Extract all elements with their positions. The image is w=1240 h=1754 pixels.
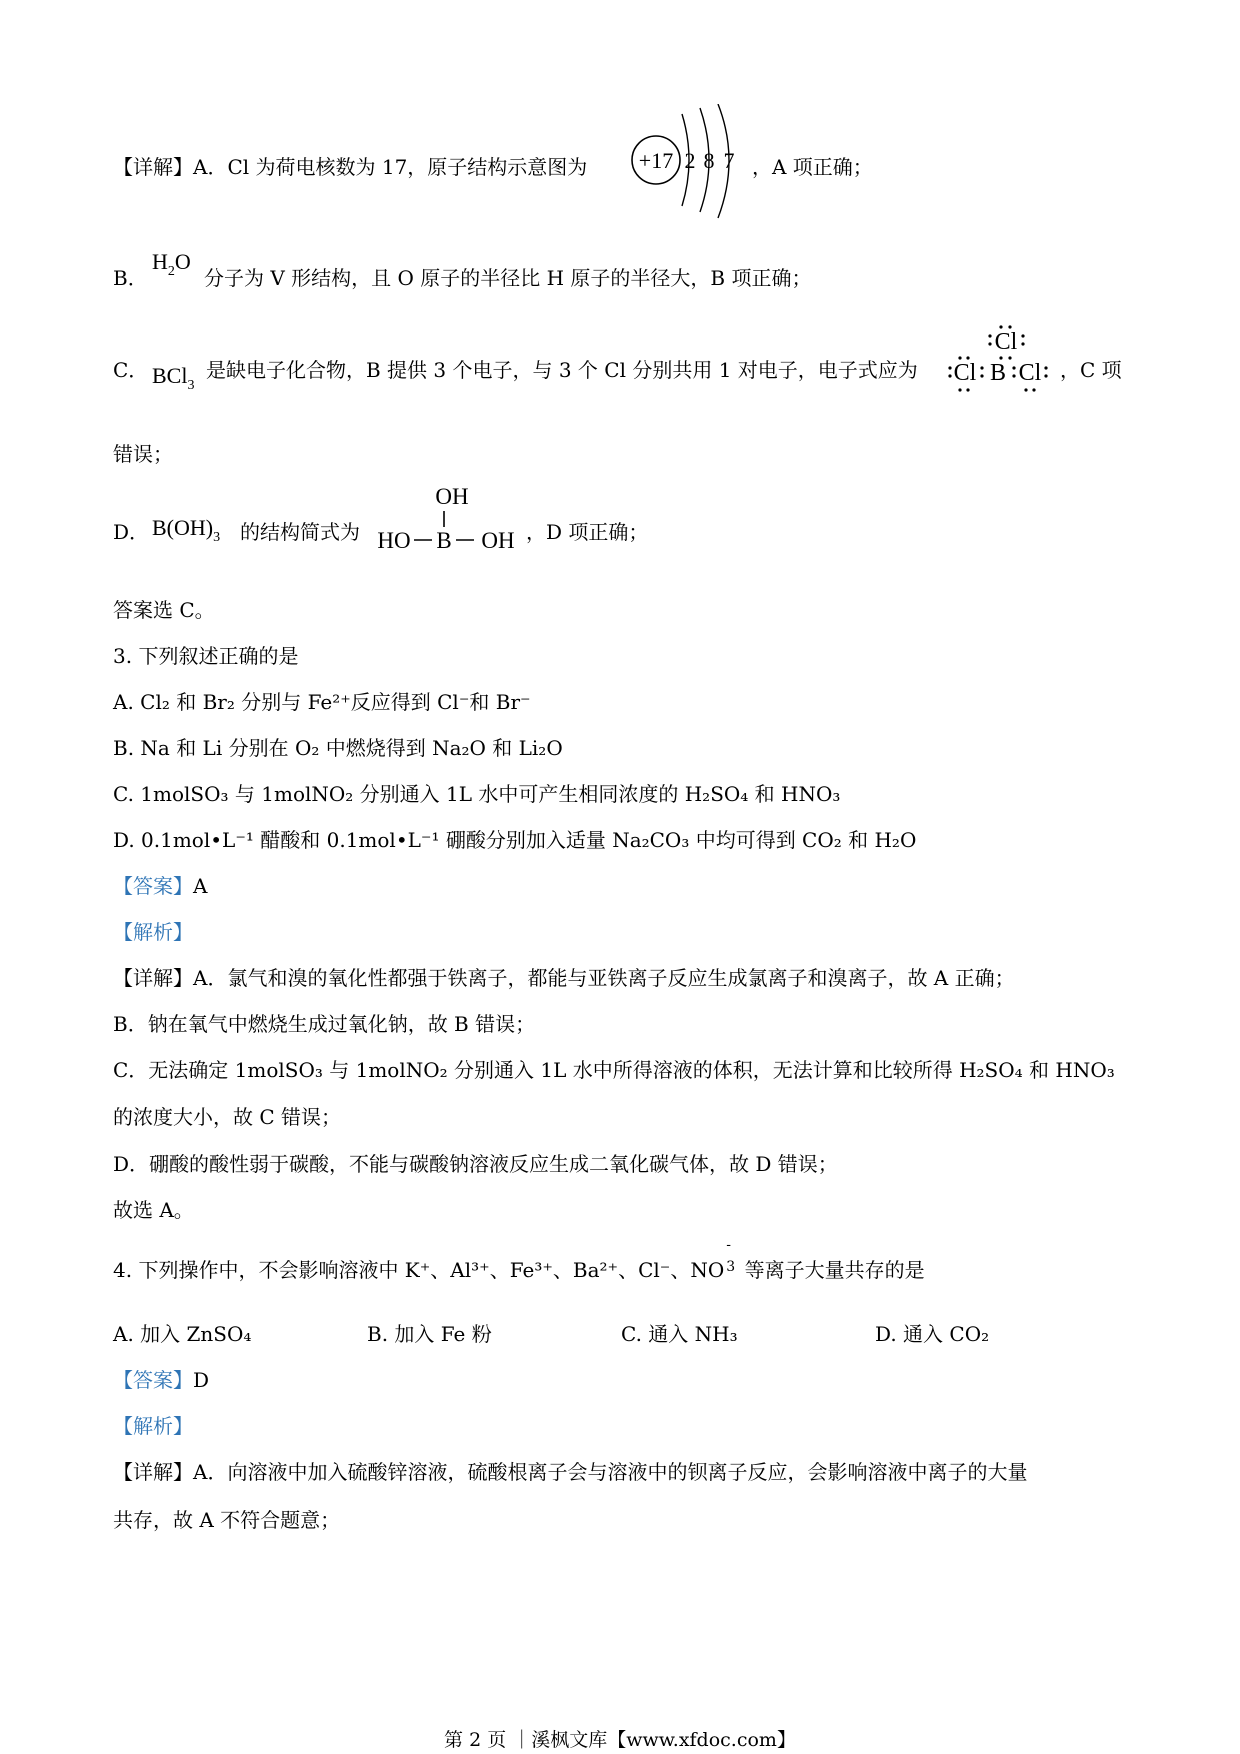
q2-d-text-span: 的结构简式为 (240, 520, 360, 544)
q2-detail-b (113, 264, 148, 292)
q2-detail-d (113, 518, 149, 546)
q3-conclusion: 故选 A。 (113, 1198, 194, 1222)
bcl3-formula (152, 362, 194, 400)
struct-center-b: B (436, 528, 452, 553)
q4-stem-post: 等离子大量共存的是 (738, 1258, 925, 1282)
q3-option-a: A. Cl₂ 和 Br₂ 分别与 Fe²⁺反应得到 Cl⁻和 Br⁻ (113, 690, 531, 714)
q2-d-text (240, 518, 360, 546)
lewis-right-cl: Cl (1018, 360, 1042, 386)
q3-detail-c1: C．无法确定 1molSO₃ 与 1molNO₂ 分别通入 1L 水中所得溶液的体积，无法计算和比较所得 H₂SO₄ 和 HNO₃ (113, 1058, 1115, 1082)
q4-nitrate-charge (724, 1237, 738, 1277)
q2-b-text-span: 分子为 V 形结构，且 O 原子的半径比 H 原子的半径大，B 项正确； (204, 266, 812, 290)
q2-b-text (204, 264, 811, 292)
q3-answer-value: A (193, 874, 208, 898)
q4-detail-a2: 共存，故 A 不符合题意； (113, 1508, 341, 1532)
q3-option-c: C. 1molSO₃ 与 1molNO₂ 分别通入 1L 水中可产生相同浓度的 H₂SO₄ 和 HNO₃ (113, 782, 841, 806)
struct-top-oh: OH (435, 484, 469, 509)
q4-answer-tag: 【答案】 (113, 1368, 193, 1392)
q2-c-text (206, 356, 918, 384)
q2-c-post-span: ，C 项 (1060, 358, 1122, 382)
q3-answer (113, 872, 207, 900)
q3-option-d: D. 0.1mol•L⁻¹ 醋酸和 0.1mol•L⁻¹ 硼酸分别加入适量 Na₂CO₃ 中均可得到 CO₂ 和 H₂O (113, 828, 917, 852)
bcl3-main: BCl (152, 363, 188, 388)
q3-detail-c2: 的浓度大小，故 C 错误； (113, 1105, 342, 1129)
boh3-structure (374, 482, 524, 556)
q2-d-post-span: ，D 项正确； (526, 520, 649, 544)
q3-detail-a: 【详解】A．氯气和溴的氧化性都强于铁离子，都能与亚铁离子反应生成氯离子和溴离子，故 A 正确； (113, 966, 1015, 990)
shell-1-count: 2 (684, 148, 696, 173)
h2o-sub: 2 (167, 264, 175, 279)
q3-stem: 3. 下列叙述正确的是 (113, 644, 299, 668)
nucleus-charge: +17 (638, 148, 674, 173)
h2o-formula (152, 248, 191, 286)
page-footer: 第 2 页 ｜溪枫文库【www.xfdoc.com】 (444, 1729, 796, 1751)
q2-answer-line (113, 596, 215, 624)
q4-stem (113, 1237, 925, 1284)
q4-stem-sup: - (726, 1237, 731, 1253)
bcl3-lewis-structure (948, 324, 1058, 396)
q3-detail-b: B．钠在氧气中燃烧生成过氧化钠，故 B 错误； (113, 1012, 536, 1036)
q2-d-post (526, 518, 648, 546)
boh3-main: B(OH) (152, 515, 214, 540)
struct-left-ho: HO (377, 528, 411, 553)
q3-detail-d: D．硼酸的酸性弱于碳酸，不能与碳酸钠溶液反应生成二氧化碳气体，故 D 错误； (113, 1152, 838, 1176)
q2-detail-a (113, 153, 587, 181)
q2-detail-a-text: 【详解】A．Cl 为荷电核数为 17，原子结构示意图为 (113, 155, 588, 179)
q2-d-label: D． (113, 520, 150, 544)
q2-detail-a-post (752, 153, 873, 181)
q3-analysis-tag: 【解析】 (113, 920, 193, 944)
q2-c-text-span: 是缺电子化合物，B 提供 3 个电子，与 3 个 Cl 分别共用 1 对电子，电子式应为 (206, 358, 918, 382)
lewis-top-cl: Cl (994, 329, 1018, 355)
q4-option-d: D. 通入 CO₂ (875, 1322, 990, 1346)
q2-detail-c (113, 356, 148, 384)
q4-analysis-tag: 【解析】 (113, 1414, 193, 1438)
q4-option-a: A. 加入 ZnSO₄ (113, 1322, 252, 1346)
q4-answer-value: D (193, 1368, 210, 1392)
h2o-h: H (152, 249, 168, 274)
q4-stem-pre: 4. 下列操作中，不会影响溶液中 K⁺、Al³⁺、Fe³⁺、Ba²⁺、Cl⁻、NO (113, 1258, 725, 1282)
q2-c-label: C． (113, 358, 149, 382)
h2o-o: O (174, 249, 191, 274)
q2-c-post (1060, 356, 1122, 384)
q4-option-b: B. 加入 Fe 粉 (367, 1322, 492, 1346)
q2-answer-span: 答案选 C。 (113, 598, 215, 622)
q4-option-c: C. 通入 NH₃ (621, 1322, 738, 1346)
q4-answer (113, 1366, 209, 1394)
q3-answer-tag: 【答案】 (113, 874, 193, 898)
q4-detail-a1: 【详解】A．向溶液中加入硫酸锌溶液，硫酸根离子会与溶液中的钡离子反应，会影响溶液中离子的大量 (113, 1460, 1028, 1484)
q3-option-b: B. Na 和 Li 分别在 O₂ 中燃烧得到 Na₂O 和 Li₂O (113, 736, 563, 760)
q2-c-cont (113, 440, 173, 468)
lewis-center-b: B (989, 360, 1007, 386)
boh3-formula (152, 514, 220, 552)
atom-structure-diagram (626, 104, 748, 222)
boh3-sub: 3 (213, 530, 221, 545)
shell-3-count: 7 (723, 148, 735, 173)
q2-c-cont-span: 错误； (113, 442, 173, 466)
shell-2-count: 8 (703, 148, 715, 173)
q2-detail-a-post-text: ，A 项正确； (752, 155, 873, 179)
bcl3-sub: 3 (187, 378, 195, 393)
lewis-left-cl: Cl (953, 360, 977, 386)
q2-b-label: B． (113, 266, 148, 290)
q4-stem-sub: 3 (726, 1259, 736, 1275)
struct-right-oh: OH (481, 528, 515, 553)
